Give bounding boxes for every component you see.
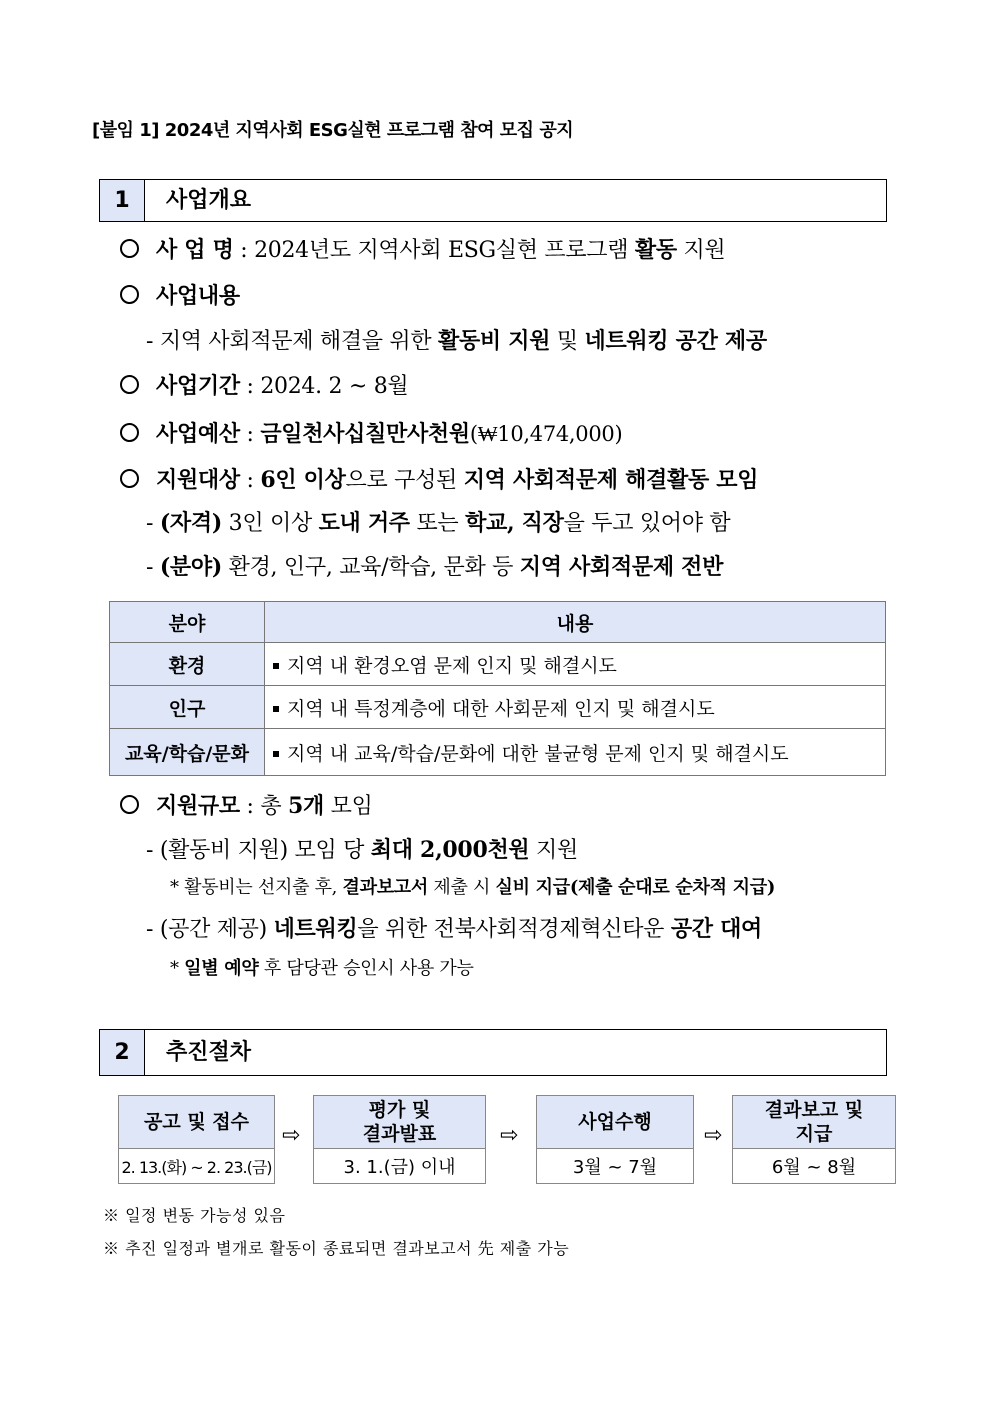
activity-fund-bold: 최대 2,000천원 (370, 837, 530, 863)
table-header-row (110, 602, 886, 643)
step-title: 평가 및 결과발표 (314, 1096, 485, 1149)
square-bullet-icon (273, 663, 279, 669)
qualification-bold-b: 학교, 직장 (465, 510, 564, 536)
section-2-header (99, 1029, 887, 1076)
square-bullet-icon (273, 751, 279, 757)
table-cell-content (265, 686, 886, 729)
cell-text: 지역 내 특정계층에 대한 사회문제 인지 및 해결시도 (287, 697, 715, 720)
space-text-b: 을 위한 전북사회적경제혁신타운 (357, 917, 671, 942)
table-row (110, 643, 886, 686)
qualification-text-d: 을 두고 있어야 함 (563, 511, 731, 536)
dash: - (146, 917, 160, 942)
project-budget-line (120, 419, 622, 450)
arrow-right-icon: ⇨ (704, 1123, 723, 1148)
document-title: [붙임 1] 2024년 지역사회 ESG실현 프로그램 참여 모집 공지 (92, 120, 574, 141)
table-cell-category: 환경 (110, 643, 265, 686)
step-date: 6월 ~ 8월 (771, 1157, 857, 1178)
support-scale-label: 지원규모 (156, 794, 240, 819)
step-title: 사업수행 (537, 1096, 693, 1149)
activity-fund-text-b: 지원 (529, 838, 578, 863)
qualification-line (146, 508, 730, 539)
circle-bullet-icon (120, 795, 139, 814)
separator: : (239, 422, 261, 447)
table-header-content: 내용 (265, 602, 886, 643)
section-2-number: 2 (100, 1030, 145, 1075)
note-text: * 활동비는 선지출 후, (170, 877, 343, 898)
scale-bold: 5개 (287, 793, 324, 819)
footnote-2: ※ 추진 일정과 별개로 활동이 종료되면 결과보고서 先 제출 가능 (103, 1239, 570, 1258)
table-row (110, 729, 886, 776)
field-text: 환경, 인구, 교육/학습, 문화 등 (221, 555, 520, 580)
field-label: (분야) (159, 554, 222, 580)
cell-text: 지역 내 교육/학습/문화에 대한 불균형 문제 인지 및 해결시도 (287, 742, 789, 765)
circle-bullet-icon (120, 239, 139, 258)
content-bold-b: 네트워킹 공간 제공 (584, 328, 767, 354)
section-2-title: 추진절차 (166, 1040, 252, 1065)
arrow-right-icon: ⇨ (282, 1123, 301, 1148)
table-cell-category: 교육/학습/문화 (110, 729, 265, 776)
activity-fund-line (146, 835, 578, 866)
step-title: 공고 및 접수 (119, 1096, 274, 1149)
qualification-label: (자격) (159, 510, 222, 536)
section-1-number: 1 (100, 180, 145, 221)
note-bold-a: 결과보고서 (342, 877, 428, 898)
field-table (109, 601, 886, 776)
budget-amount: (₩10,474,000) (469, 422, 623, 446)
note-text: * (170, 958, 185, 979)
table-header-field: 분야 (110, 602, 265, 643)
footnote-1: ※ 일정 변동 가능성 있음 (103, 1206, 286, 1225)
section-1-title: 사업개요 (166, 188, 252, 213)
qualification-text-c: 또는 (409, 511, 466, 536)
space-note (170, 954, 474, 984)
support-target-line (120, 465, 758, 496)
dash: - (146, 555, 160, 580)
project-content-detail (146, 326, 767, 357)
circle-bullet-icon (120, 423, 139, 442)
field-bold: 지역 사회적문제 전반 (519, 554, 724, 580)
cell-text: 지역 내 환경오염 문제 인지 및 해결시도 (287, 654, 617, 677)
step-date: 2. 13.(화) ~ 2. 23.(금) (121, 1157, 272, 1177)
field-line (146, 552, 723, 583)
activity-fund-note (170, 873, 775, 903)
table-cell-content (265, 729, 886, 776)
separator: : (233, 238, 255, 263)
table-cell-content (265, 643, 886, 686)
section-1-header (99, 179, 887, 222)
project-period-value: 2024. 2 ~ 8월 (260, 374, 409, 399)
target-bold-b: 지역 사회적문제 해결활동 모임 (463, 467, 759, 493)
project-name-bold: 활동 (634, 237, 677, 263)
circle-bullet-icon (120, 375, 139, 394)
project-budget-label: 사업예산 (156, 422, 240, 447)
project-period-label: 사업기간 (156, 374, 240, 399)
scale-text: 총 (260, 794, 288, 819)
note-text-b: 후 담당관 승인시 사용 가능 (258, 958, 474, 979)
separator: : (239, 468, 261, 493)
content-text: 지역 사회적문제 해결을 위한 (159, 329, 439, 354)
step-date: 3. 1.(금) 이내 (343, 1157, 456, 1178)
content-bold-a: 활동비 지원 (438, 328, 551, 354)
scale-text-b: 모임 (323, 794, 373, 819)
circle-bullet-icon (120, 285, 139, 304)
process-step-3 (536, 1095, 694, 1184)
table-row (110, 686, 886, 729)
step-date: 3월 ~ 7월 (572, 1157, 658, 1178)
project-period-line (120, 372, 408, 402)
process-step-4 (732, 1095, 896, 1184)
support-scale-line (120, 791, 373, 822)
qualification-text: 3인 이상 (221, 511, 319, 536)
dash: - (146, 511, 160, 536)
budget-korean: 금일천사십칠만사천원 (260, 421, 470, 447)
separator: : (239, 794, 261, 819)
table-cell-category: 인구 (110, 686, 265, 729)
space-provision-line (146, 914, 762, 945)
project-name-line (120, 235, 725, 266)
step-title: 결과보고 및 지급 (733, 1096, 895, 1149)
dash: - (146, 838, 160, 863)
project-name-text: 2024년도 지역사회 ESG실현 프로그램 (254, 238, 635, 263)
project-name-text-end: 지원 (676, 238, 726, 263)
space-bold-b: 공간 대여 (670, 916, 762, 942)
note-bold-b: 실비 지급(제출 순대로 순차적 지급) (495, 877, 776, 898)
activity-fund-text: (활동비 지원) 모임 당 (159, 838, 371, 863)
note-bold: 일별 예약 (184, 958, 259, 979)
target-text: 으로 구성된 (345, 468, 464, 493)
note-text-b: 제출 시 (427, 877, 496, 898)
qualification-bold-a: 도내 거주 (318, 510, 410, 536)
support-target-label: 지원대상 (156, 468, 240, 493)
circle-bullet-icon (120, 469, 139, 488)
project-name-label: 사 업 명 (156, 238, 234, 263)
target-bold-a: 6인 이상 (260, 467, 346, 493)
square-bullet-icon (273, 706, 279, 712)
process-step-2 (313, 1095, 486, 1184)
space-bold-a: 네트워킹 (273, 916, 358, 942)
process-step-1 (118, 1095, 275, 1184)
content-text-b: 및 (550, 329, 585, 354)
arrow-right-icon: ⇨ (500, 1123, 519, 1148)
separator: : (239, 374, 261, 399)
space-text: (공간 제공) (159, 917, 274, 942)
project-content-label: 사업내용 (156, 284, 240, 309)
dash: - (146, 329, 160, 354)
project-content-line (120, 282, 240, 312)
